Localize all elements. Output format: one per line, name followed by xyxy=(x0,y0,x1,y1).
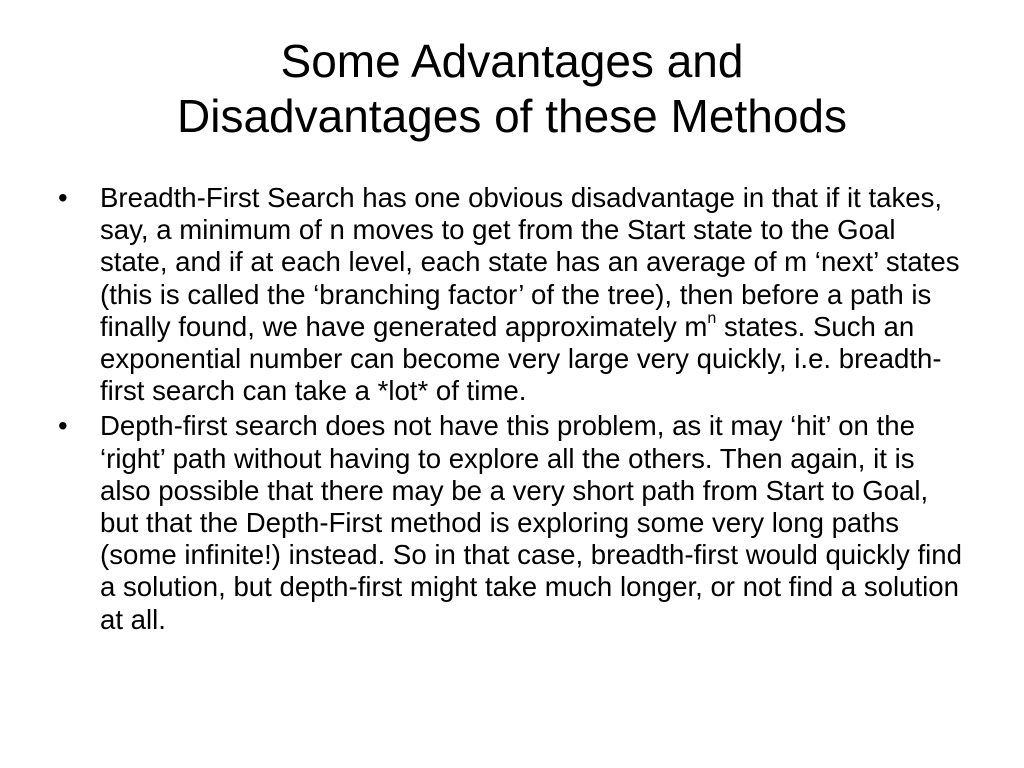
bullet-text-part: Breadth-First Search has one obvious disadvantage in that if it takes, say, a minimum of n moves to get from the Start state to the Goal state, and if at each level, each state has an average of m ‘next’ states (this is called the ‘branching factor’ of the tree), then before a path is finally found, we have generated approximately m xyxy=(100,182,960,342)
bullet-item-depth-first xyxy=(58,410,963,635)
slide-title-line-1: Some Advantages and xyxy=(280,35,744,87)
superscript-n: n xyxy=(707,309,717,327)
slide-title-line-2: Disadvantages of these Methods xyxy=(177,90,847,142)
bullet-icon: • xyxy=(58,182,68,213)
bullet-text-part: states. Such an exponential number can become very large very quickly, i.e. breadth-first search can take a *lot* of time. xyxy=(100,310,942,407)
bullet-text-depth-first: Depth-first search does not have this problem, as it may ‘hit’ on the ‘right’ path without having to explore all the others. Then again, it is also possible that there may be a very short path from Start to Goal, but that the Depth-First method is exploring some very long paths (some infinite!) instead. So in that case, breadth-first would quickly find a solution, but depth-first might take much longer, or not find a solution at all. xyxy=(100,410,962,635)
bullet-text-breadth-first xyxy=(100,182,963,407)
bullet-list xyxy=(58,182,963,639)
bullet-icon: • xyxy=(58,410,68,442)
bullet-item-breadth-first xyxy=(58,182,963,407)
slide-title xyxy=(60,34,964,144)
